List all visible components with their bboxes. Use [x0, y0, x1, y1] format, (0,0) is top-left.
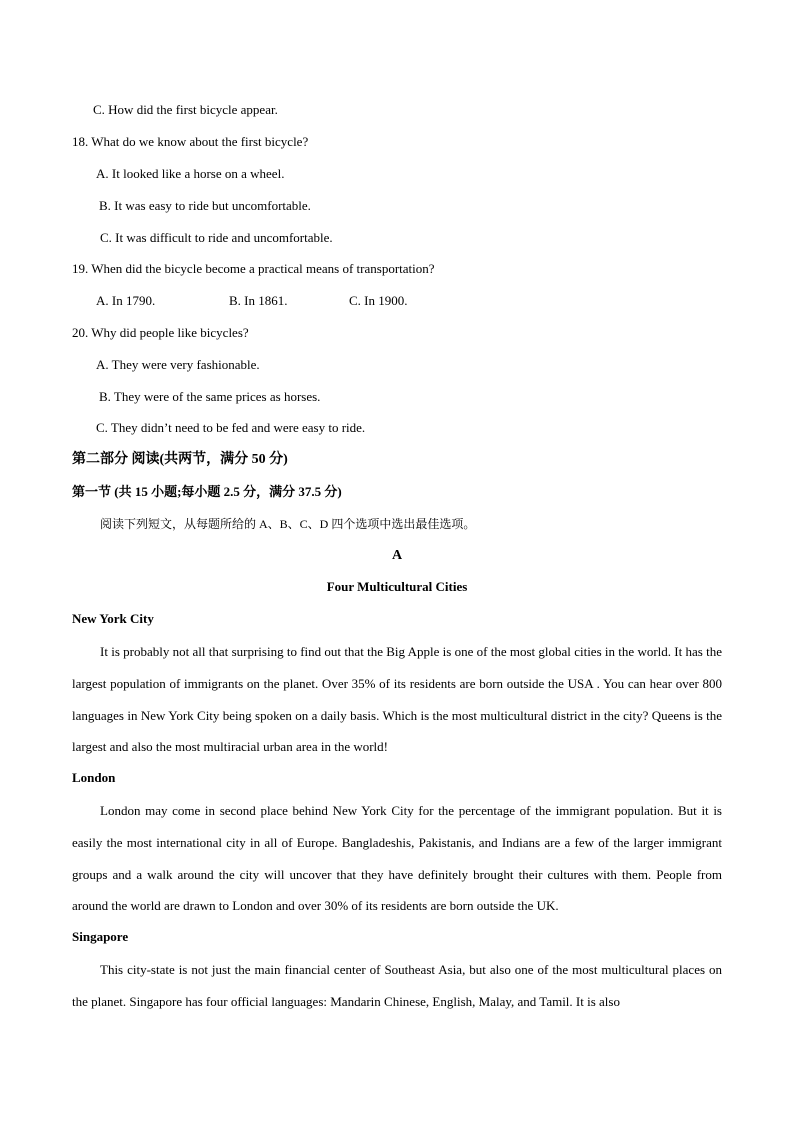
q20-stem: 20. Why did people like bicycles?	[72, 325, 249, 340]
q20-option-a: A. They were very fashionable.	[96, 357, 260, 372]
q20-option-b: B. They were of the same prices as horses.	[99, 389, 321, 404]
q17-option-c: C. How did the first bicycle appear.	[93, 102, 278, 117]
q19-option-c: C. In 1900.	[349, 293, 408, 308]
reading-instruction: 阅读下列短文，从每题所给的 A、B、C、D 四个选项中选出最佳选项。	[100, 517, 476, 531]
q18-option-c: C. It was difficult to ride and uncomfortable.	[100, 230, 333, 245]
q18-option-b: B. It was easy to ride but uncomfortable.	[99, 198, 311, 213]
q18-stem: 18. What do we know about the first bicycle?	[72, 134, 309, 149]
section-heading-london: London	[72, 770, 116, 785]
paragraph-new-york: It is probably not all that surprising to find out that the Big Apple is one of the most global cities in the world. It has the largest population of immigrants on the planet. Over 35% of its residents are born outside the USA . You can hear over 800 languages in New York City being spoken on a daily basis. Which is the most multicultural district in the city? Queens is the largest and also the most multiracial urban area in the world!	[72, 644, 722, 755]
q20-option-c: C. They didn’t need to be fed and were easy to ride.	[96, 420, 366, 435]
q19-option-a: A. In 1790.	[96, 293, 156, 308]
q19-stem: 19. When did the bicycle become a practical means of transportation?	[72, 261, 435, 276]
part2-heading: 第二部分 阅读(共两节，满分 50 分)	[72, 452, 288, 467]
q18-option-a: A. It looked like a horse on a wheel.	[96, 166, 285, 181]
paragraph-london: London may come in second place behind New York City for the percentage of the immigrant population. But it is easily the most international city in all of Europe. Bangladeshis, Pakistanis, and Indians are a few of the larger immigrant groups and a walk around the city will uncover that they have definitely brought their cultures with them. People from around the world are drawn to London and over 30% of its residents are born outside the UK.	[72, 803, 722, 914]
section-heading-new-york: New York City	[72, 611, 154, 626]
section-heading-singapore: Singapore	[72, 929, 129, 944]
paragraph-singapore: This city-state is not just the main financial center of Southeast Asia, but also one of the most multicultural places on the planet. Singapore has four official languages: Mandarin Chinese, English, Malay, and Tamil. It is also	[72, 962, 722, 1009]
passage-title: Four Multicultural Cities	[326, 579, 468, 594]
passage-letter: A	[391, 548, 403, 563]
section1-heading: 第一节 (共 15 小题;每小题 2.5 分，满分 37.5 分)	[72, 484, 342, 499]
q19-option-b: B. In 1861.	[229, 293, 288, 308]
